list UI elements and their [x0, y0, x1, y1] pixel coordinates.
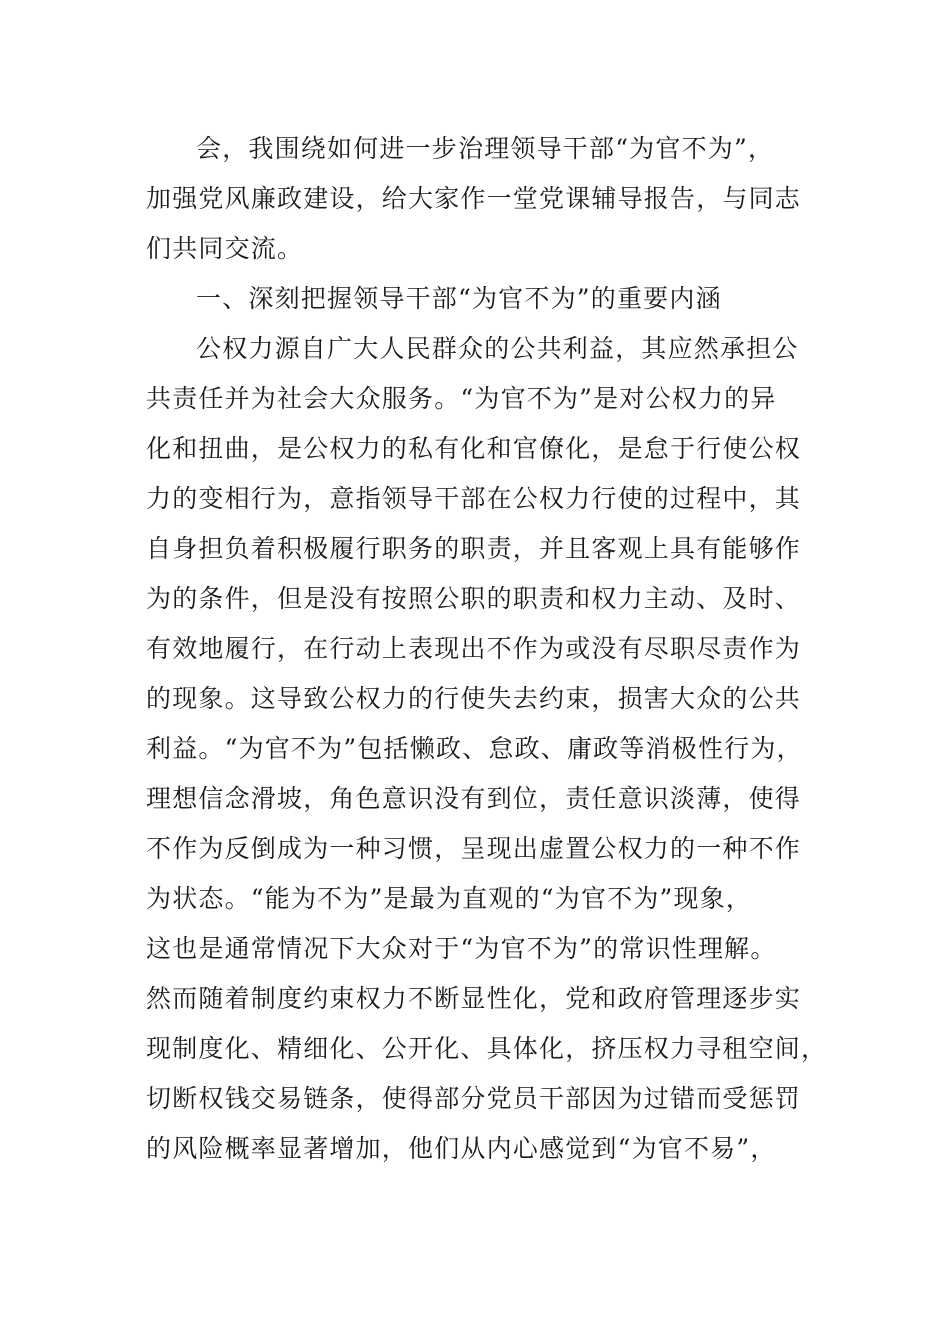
text-line: 化和扭曲，是公权力的私有化和官僚化，是怠于行使公权: [146, 434, 802, 463]
text-line: 有效地履行，在行动上表现出不作为或没有尽职尽责作为: [146, 634, 802, 663]
text-line: 自身担负着积极履行职务的职责，并且客观上具有能够作: [146, 534, 802, 563]
section-heading: 一、深刻把握领导干部“为官不为”的重要内涵: [196, 284, 722, 313]
text-line: 共责任并为社会大众服务。“为官不为”是对公权力的异: [146, 384, 777, 413]
text-line: 力的变相行为，意指领导干部在公权力行使的过程中，其: [146, 484, 802, 513]
text-line: 为的条件，但是没有按照公职的职责和权力主动、及时、: [146, 584, 802, 613]
text-line: 为状态。“能为不为”是最为直观的“为官不为”现象，: [146, 884, 753, 913]
text-line: 公权力源自广大人民群众的公共利益，其应然承担公: [196, 334, 799, 363]
text-line: 现制度化、精细化、公开化、具体化，挤压权力寻租空间，: [146, 1034, 828, 1063]
text-line: 这也是通常情况下大众对于“为官不为”的常识性理解。: [146, 934, 777, 963]
text-line: 利益。“为官不为”包括懒政、怠政、庸政等消极性行为，: [146, 734, 803, 763]
text-line: 不作为反倒成为一种习惯，呈现出虚置公权力的一种不作: [146, 834, 802, 863]
text-line: 理想信念滑坡，角色意识没有到位，责任意识淡薄，使得: [146, 784, 802, 813]
text-line: 会，我围绕如何进一步治理领导干部“为官不为”，: [196, 134, 775, 163]
text-line: 切断权钱交易链条，使得部分党员干部因为过错而受惩罚: [146, 1084, 802, 1113]
text-line: 然而随着制度约束权力不断显性化，党和政府管理逐步实: [146, 984, 802, 1013]
text-line: 加强党风廉政建设，给大家作一堂党课辅导报告，与同志: [146, 184, 802, 213]
text-line: 的风险概率显著增加，他们从内心感觉到“为官不易”，: [146, 1134, 777, 1163]
text-line: 的现象。这导致公权力的行使失去约束，损害大众的公共: [146, 684, 802, 713]
text-line: 们共同交流。: [146, 234, 304, 263]
body-text: [146, 124, 828, 1174]
